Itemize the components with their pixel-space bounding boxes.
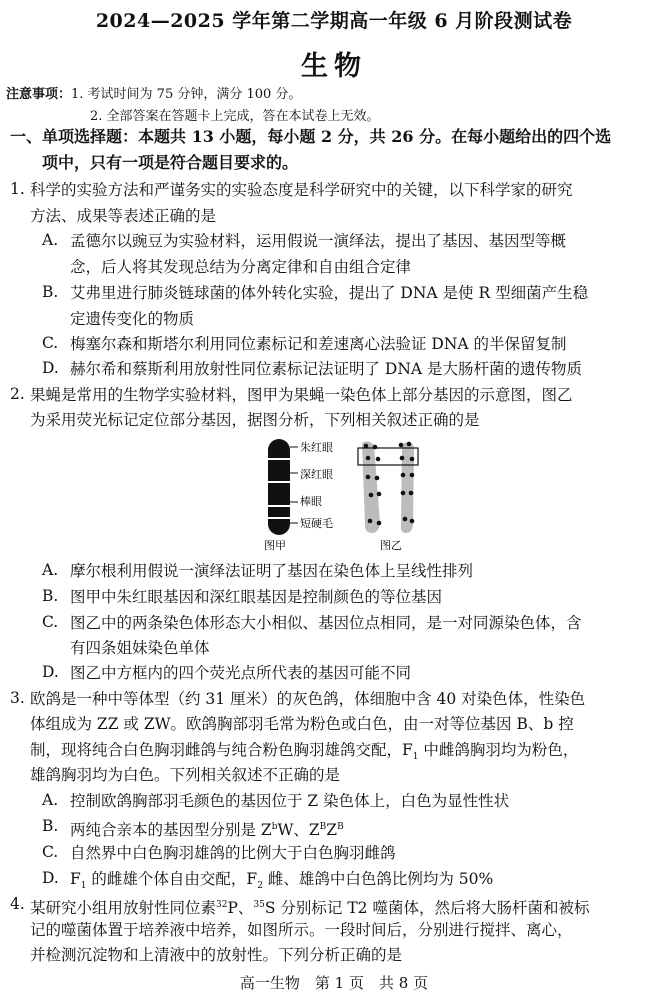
question-number: 3. [10,689,25,707]
subject-title: 生物 [301,51,367,82]
section-1-heading-cont: 项中，只有一项是符合题目要求的。 [42,153,299,172]
option-label: C. [42,334,59,352]
exam-title: 2024—2025 学年第二学期高一年级 6 月阶段测试卷 [95,10,573,32]
question-number: 2. [10,385,25,403]
option-label: C. [42,613,59,631]
option-label: A. [42,561,59,579]
option-label: B. [42,587,59,605]
q3-option-a: 控制欧鸽胸部羽毛颜色的基因位于 Z 染色体上，白色为显性性状 [70,792,510,810]
q2-option-c-cont: 有四条姐妹染色单体 [70,639,210,657]
page-footer: 高一生物 第 1 页 共 8 页 [239,974,429,992]
q3-stem-cont: 雄鸽胸羽均为白色。下列相关叙述不正确的是 [30,766,341,784]
figure-caption-b: 图乙 [380,539,402,552]
gene-label-4: 短硬毛 [300,517,333,530]
q2-stem: 果蝇是常用的生物学实验材料，图甲为果蝇一染色体上部分基因的示意图，图乙 [30,386,573,404]
notice-item-1: 1. 考试时间为 75 分钟，满分 100 分。 [71,87,302,102]
q4-stem: 某研究小组用放射性同位素$^{32}$P、$^{35}$S 分别标记 T2 噬菌体，然后将大肠杆菌和被标 [30,899,590,918]
q2-stem-cont: 为采用荧光标记定位部分基因，据图分析，下列相关叙述正确的是 [30,411,480,429]
option-label: D. [42,359,59,377]
q4-stem-cont: 并检测沉淀物和上清液中的放射性。下列分析正确的是 [30,946,403,964]
q2-option-a: 摩尔根利用假说一演绎法证明了基因在染色体上呈线性排列 [70,562,474,580]
q2-option-d: 图乙中方框内的四个荧光点所代表的基因可能不同 [70,664,412,682]
q1-option-d: 赫尔希和蔡斯利用放射性同位素标记法证明了 DNA 是大肠杆菌的遗传物质 [70,360,583,378]
option-label: C. [42,843,59,861]
chromosome-figure [262,437,432,552]
gene-label-1: 朱红眼 [300,441,333,454]
question-number: 4. [10,895,25,913]
q2-option-c: 图乙中的两条染色体形态大小相似、基因位点相同，是一对同源染色体，含 [70,614,582,632]
q4-stem-cont: 记的噬菌体置于培养液中培养，如图所示。一段时间后，分别进行搅拌、离心， [30,921,573,939]
q1-option-c: 梅塞尔森和斯塔尔利用同位素标记和差速离心法验证 DNA 的半保留复制 [70,335,567,353]
q3-stem-cont: 制，现将纯合白色胸羽雌鸽与纯合粉色胸羽雄鸽交配，$F_1$ 中雌鸽胸羽均为粉色， [30,741,579,763]
question-number: 1. [10,180,25,198]
option-label: D. [42,663,59,681]
option-label: B. [42,817,59,835]
notice-item-2: 2. 全部答案在答题卡上完成，答在本试卷上无效。 [90,109,380,124]
q2-option-b: 图甲中朱红眼基因和深红眼基因是控制颜色的等位基因 [70,588,443,606]
q3-option-d: $F_1$ 的雌雄个体自由交配，$F_2$ 雌、雄鸽中白色鸽比例均为 50% [70,870,494,892]
chromosome-bar [268,439,290,535]
figure-caption-a: 图甲 [264,539,286,552]
option-label: A. [42,231,59,249]
gene-label-3: 棒眼 [300,495,322,508]
option-label: D. [42,869,59,887]
option-label: A. [42,791,59,809]
section-1-heading: 一、单项选择题：本题共 13 小题，每小题 2 分，共 26 分。在每小题给出的四个选 [10,127,612,146]
option-label: B. [42,283,59,301]
gene-label-2: 深红眼 [300,468,333,481]
q1-option-b: 艾弗里进行肺炎链球菌的体外转化实验，提出了 DNA 是使 R 型细菌产生稳 [70,284,589,302]
q3-option-c: 自然界中白色胸羽雄鸽的比例大于白色胸羽雌鸽 [70,844,396,862]
q1-stem-cont: 方法、成果等表述正确的是 [30,207,217,225]
q1-option-a: 孟德尔以豌豆为实验材料，运用假说一演绎法，提出了基因、基因型等概 [70,232,567,250]
q1-stem: 科学的实验方法和严谨务实的实验态度是科学研究中的关键，以下科学家的研究 [30,181,573,199]
q3-stem-cont: 体组成为 ZZ 或 ZW。欧鸽胸部羽毛常为粉色或白色，由一对等位基因 B、b 控 [30,715,574,733]
q1-option-a-cont: 念，后人将其发现总结为分离定律和自由组合定律 [70,258,412,276]
q3-option-b: 两纯合亲本的基因型分别是 $Z^bW$、$Z^BZ^B$ [70,821,344,840]
q1-option-b-cont: 定遗传变化的物质 [70,310,195,328]
notice-line-1 [6,83,301,102]
notice-label: 注意事项： [6,87,72,102]
q3-stem: 欧鸽是一种中等体型（约 31 厘米）的灰色鸽，体细胞中含 40 对染色体，性染色 [30,690,586,708]
